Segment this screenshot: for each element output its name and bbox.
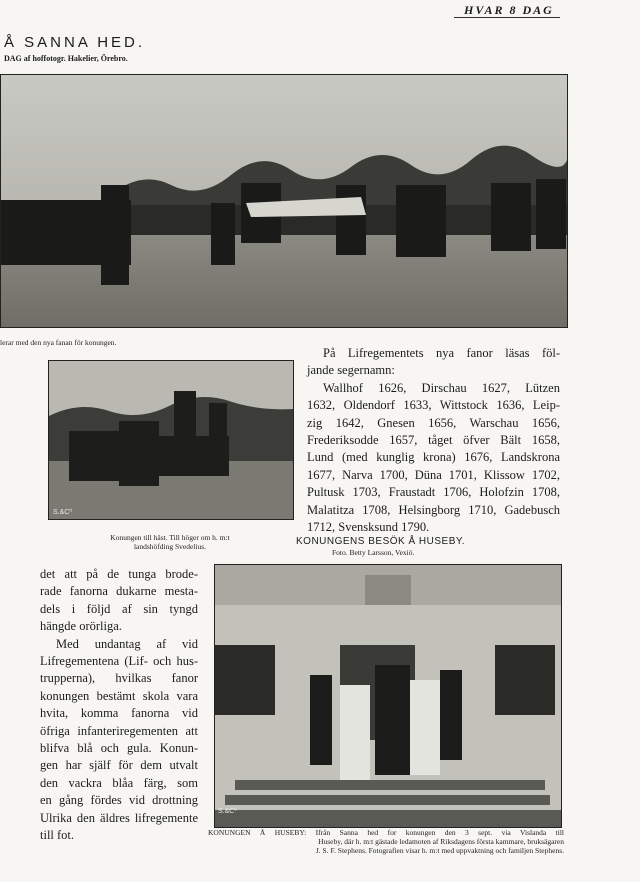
king-horseback-photo — [48, 360, 294, 520]
huseby-caption-line: J. S. F. Stephens. Fotografien visar h. m:t med uppvaktning och familjen Stephens. — [315, 846, 564, 855]
king-horseback-caption-line: landshöfding Svedelius. — [133, 542, 207, 551]
text-line: det att på de tunga brode- — [40, 567, 198, 581]
huseby-caption-line: Huseby, där h. m:t gästade ledamoten af Riksdagens första kammare, bruksägaren — [318, 837, 564, 846]
section-title: KONUNGENS BESÖK Å HUSEBY. — [296, 536, 466, 547]
huseby-photo-image — [215, 565, 561, 827]
header-rule — [454, 17, 560, 18]
text-line: hängde orörliga. — [40, 619, 122, 634]
text-line: Lifregementena (Lif- och hus- — [40, 654, 198, 669]
king-horseback-caption — [40, 533, 300, 551]
parade-photo-image — [1, 75, 567, 327]
huseby-caption — [208, 828, 564, 855]
text-line: en gång fördes vid drottning — [40, 793, 198, 808]
text-line: den vackra blåa färg, som — [40, 775, 198, 790]
huseby-photo — [214, 564, 562, 828]
running-head: HVAR 8 DAG — [464, 3, 554, 17]
text-line: trupperna), hvilkas fanor — [40, 671, 198, 686]
text-line: Pultusk 1703, Fraustadt 1706, Holofzin 1708, — [307, 485, 560, 500]
text-line: 1712, Svensksund 1790. — [307, 520, 430, 535]
section-credit: Foto. Betty Larsson, Vexiö. — [332, 548, 415, 557]
flag-colours-text — [40, 566, 198, 845]
text-line: gen har själf för dem utvalt — [40, 758, 198, 773]
text-line: Frederiksodde 1657, tåget öfver Bält 1658, — [307, 433, 560, 448]
text-line: zig 1642, Gnesen 1656, Warschau 1656, — [307, 415, 560, 430]
battle-honours-text — [307, 345, 560, 536]
parade-photo-caption: lerar med den nya fanan för konungen. — [0, 338, 117, 347]
text-line: rade fanorna dukarne mesta- — [40, 584, 198, 599]
text-line: Lund (med kunglig krona) 1676, Landskrona — [307, 450, 560, 465]
photo-mark: S.&Cº — [53, 509, 72, 516]
text-line: Ulrika den äldres lifregemente — [40, 810, 198, 825]
king-horseback-caption-line: Konungen till häst. Till höger om h. m:t — [110, 533, 230, 542]
text-line: jande segernamn: — [307, 363, 395, 378]
text-line: hvita, komma fanorna vid — [40, 706, 198, 721]
text-line: dels i följd af sin tyngd — [40, 601, 198, 616]
king-horseback-photo-image — [49, 361, 293, 519]
article-byline: DAG af hoffotogr. Hakelier, Örebro. — [4, 54, 128, 63]
text-line: Malatitza 1708, Helsingborg 1710, Gadebusch — [307, 502, 560, 517]
parade-photo — [0, 74, 568, 328]
text-line: 1677, Narva 1700, Düna 1701, Klissow 1702, — [307, 467, 560, 482]
text-line: Med undantag af vid — [56, 636, 198, 651]
huseby-caption-line: KONUNGEN Å HUSEBY: Ifrån Sanna hed for konungen den 3 sept. via Vislanda till — [208, 828, 564, 837]
article-title: Å SANNA HED. — [4, 34, 146, 51]
text-line: Wallhof 1626, Dirschau 1627, Lützen — [323, 380, 560, 395]
text-line: 1632, Oldendorf 1633, Wittstock 1636, Leip- — [307, 398, 560, 413]
text-line: blifva blå och gula. Konun- — [40, 741, 198, 756]
text-line: till fot. — [40, 828, 75, 843]
text-line: öfriga infanteriregementen att — [40, 723, 198, 738]
photo-mark: S.&Cº — [218, 808, 237, 815]
text-line: konungen bestämt skola vara — [40, 688, 198, 703]
text-line: På Lifregementets nya fanor läsas föl- — [323, 346, 560, 360]
